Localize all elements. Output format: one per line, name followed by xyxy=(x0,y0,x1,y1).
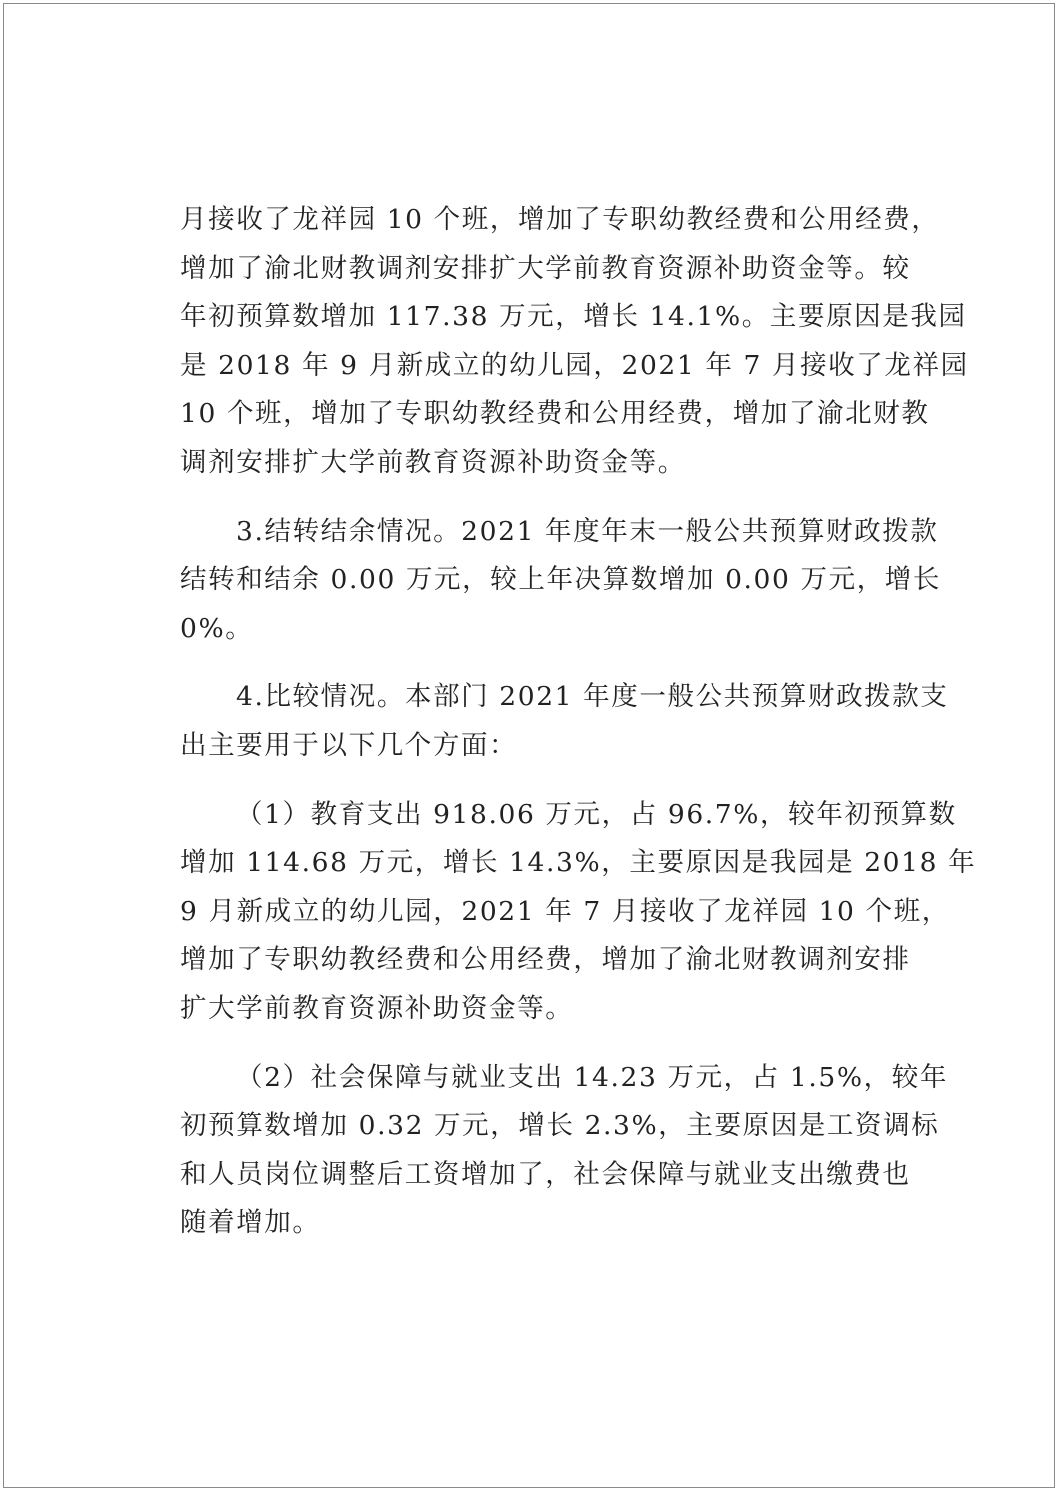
text-line: 随着增加。 xyxy=(180,1207,321,1239)
paragraph-spacer xyxy=(180,488,925,508)
text-line: 增加了渝北财教调剂安排扩大学前教育资源补助资金等。较 xyxy=(180,252,911,284)
text-line: 和人员岗位调整后工资增加了，社会保障与就业支出缴费也 xyxy=(180,1158,911,1190)
text-line: 调剂安排扩大学前教育资源补助资金等。 xyxy=(180,446,686,478)
text-line: （2）社会保障与就业支出 14.23 万元，占 1.5%，较年 xyxy=(236,1061,948,1093)
text-line: 扩大学前教育资源补助资金等。 xyxy=(180,992,574,1024)
text-line: （1）教育支出 918.06 万元，占 96.7%，较年初预算数 xyxy=(236,798,957,830)
text-line: 初预算数增加 0.32 万元，增长 2.3%，主要原因是工资调标 xyxy=(180,1110,940,1142)
text-line: 3.结转结余情况。2021 年度年末一般公共预算财政拨款 xyxy=(236,515,939,547)
text-line: 4.比较情况。本部门 2021 年度一般公共预算财政拨款支 xyxy=(236,681,949,713)
text-line: 10 个班，增加了专职幼教经费和公用经费，增加了渝北财教 xyxy=(180,398,930,430)
text-line: 是 2018 年 9 月新成立的幼儿园，2021 年 7 月接收了龙祥园 xyxy=(180,349,969,381)
text-line: 年初预算数增加 117.38 万元，增长 14.1%。主要原因是我园 xyxy=(180,301,967,333)
text-line: 出主要用于以下几个方面： xyxy=(180,729,518,761)
paragraph-comparison xyxy=(180,673,949,770)
text-line: 月接收了龙祥园 10 个班，增加了专职幼教经费和公用经费， xyxy=(180,204,940,235)
paragraph-continued xyxy=(180,196,969,488)
text-line: 增加了专职幼教经费和公用经费，增加了渝北财教调剂安排 xyxy=(180,944,911,976)
paragraph-carryover-balance xyxy=(180,508,942,654)
text-line: 增加 114.68 万元，增长 14.3%，主要原因是我园是 2018 年 xyxy=(180,847,977,879)
text-line: 9 月新成立的幼儿园，2021 年 7 月接收了龙祥园 10 个班， xyxy=(180,895,950,927)
text-line: 0%。 xyxy=(180,612,254,644)
paragraph-social-security-expenditure xyxy=(180,1054,948,1248)
paragraph-spacer xyxy=(180,771,925,791)
document-body xyxy=(180,196,977,1248)
text-line: 结转和结余 0.00 万元，较上年决算数增加 0.00 万元，增长 xyxy=(180,564,942,596)
paragraph-spacer xyxy=(180,1034,925,1054)
paragraph-education-expenditure xyxy=(180,791,977,1034)
paragraph-spacer xyxy=(180,653,925,673)
